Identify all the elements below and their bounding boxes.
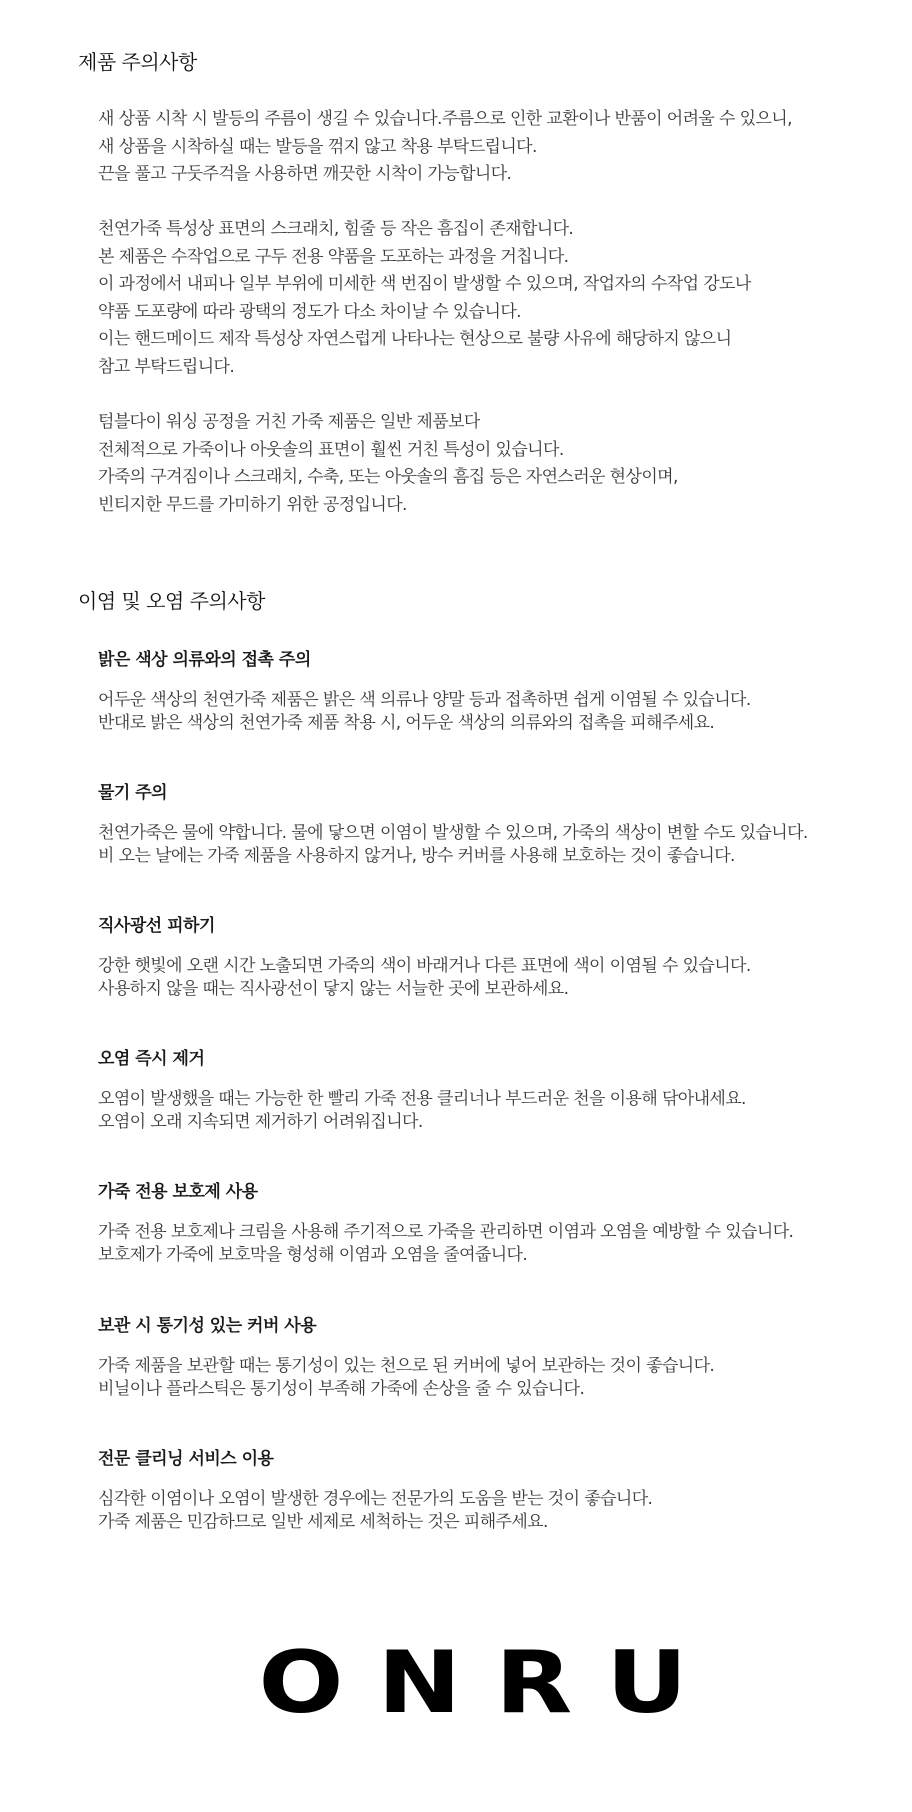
- stain-item-body: [98, 1488, 652, 1534]
- stain-item-line: 가죽 제품을 보관할 때는 통기성이 있는 천으로 된 커버에 넣어 보관하는 것이 좋습니다.: [98, 1356, 715, 1376]
- paragraph-line: 전체적으로 가죽이나 아웃솔의 표면이 훨씬 거친 특성이 있습니다.: [98, 439, 564, 460]
- stain-item-line: 비닐이나 플라스틱은 통기성이 부족해 가죽에 손상을 줄 수 있습니다.: [98, 1379, 585, 1399]
- stain-item-line: 오염이 발생했을 때는 가능한 한 빨리 가죽 전용 클리너나 부드러운 천을 이용해 닦아내세요.: [98, 1089, 746, 1109]
- product-notice-title: 제품 주의사항: [78, 50, 197, 74]
- product-notice-paragraph: [98, 106, 792, 189]
- paragraph-line: 본 제품은 수작업으로 구두 전용 약품을 도포하는 과정을 거칩니다.: [98, 246, 569, 267]
- paragraph-line: 가죽의 구겨짐이나 스크래치, 수축, 또는 아웃솔의 흠집 등은 자연스러운 현상이며,: [98, 467, 678, 487]
- stain-item-heading: 가죽 전용 보호제 사용: [98, 1182, 258, 1202]
- stain-item-heading: 밝은 색상 의류와의 접촉 주의: [98, 650, 311, 670]
- paragraph-line: 끈을 풀고 구둣주걱을 사용하면 깨끗한 시착이 가능합니다.: [98, 164, 512, 184]
- stain-item-body: [98, 1221, 793, 1267]
- product-notice-paragraph: [98, 216, 751, 381]
- stain-item-line: 보호제가 가죽에 보호막을 형성해 이염과 오염을 줄여줍니다.: [98, 1245, 528, 1265]
- stain-item-heading: 오염 즉시 제거: [98, 1049, 205, 1069]
- brand-logo: ONRU: [258, 1632, 722, 1733]
- paragraph-line: 참고 부탁드립니다.: [98, 356, 235, 377]
- stain-item-line: 천연가죽은 물에 약합니다. 물에 닿으면 이염이 발생할 수 있으며, 가죽의 색상이 변할 수도 있습니다.: [98, 823, 808, 843]
- stain-item-line: 비 오는 날에는 가죽 제품을 사용하지 않거나, 방수 커버를 사용해 보호하는 것이 좋습니다.: [98, 846, 735, 866]
- stain-item-heading: 보관 시 통기성 있는 커버 사용: [98, 1316, 317, 1336]
- stain-item-line: 반대로 밝은 색상의 천연가죽 제품 착용 시, 어두운 색상의 의류와의 접촉을 피해주세요.: [98, 713, 715, 733]
- paragraph-line: 텀블다이 워싱 공정을 거친 가죽 제품은 일반 제품보다: [98, 412, 480, 432]
- stain-item-line: 사용하지 않을 때는 직사광선이 닿지 않는 서늘한 곳에 보관하세요.: [98, 979, 569, 999]
- stain-item-body: [98, 1088, 746, 1134]
- stain-item-line: 오염이 오래 지속되면 제거하기 어려워집니다.: [98, 1112, 423, 1132]
- paragraph-line: 약품 도포량에 따라 광택의 정도가 다소 차이날 수 있습니다.: [98, 301, 521, 322]
- stain-item-body: [98, 1355, 714, 1401]
- stain-item-body: [98, 822, 808, 868]
- stain-item-body: [98, 955, 751, 1001]
- paragraph-line: 새 상품 시착 시 발등의 주름이 생길 수 있습니다.주름으로 인한 교환이나 반품이 어려울 수 있으니,: [98, 109, 792, 129]
- stain-item-line: 심각한 이염이나 오염이 발생한 경우에는 전문가의 도움을 받는 것이 좋습니다.: [98, 1489, 653, 1509]
- stain-item-line: 어두운 색상의 천연가죽 제품은 밝은 색 의류나 양말 등과 접촉하면 쉽게 이염될 수 있습니다.: [98, 690, 751, 710]
- stain-item-heading: 직사광선 피하기: [98, 916, 215, 936]
- paragraph-line: 이는 핸드메이드 제작 특성상 자연스럽게 나타나는 현상으로 불량 사유에 해당하지 않으니: [98, 329, 732, 349]
- product-notice-paragraph: [98, 409, 678, 519]
- stain-item-body: [98, 689, 751, 735]
- paragraph-line: 빈티지한 무드를 가미하기 위한 공정입니다.: [98, 494, 407, 515]
- stain-item-line: 강한 햇빛에 오랜 시간 노출되면 가죽의 색이 바래거나 다른 표면에 색이 이염될 수 있습니다.: [98, 956, 751, 976]
- stain-notice-title: 이염 및 오염 주의사항: [78, 589, 265, 613]
- paragraph-line: 새 상품을 시착하실 때는 발등을 꺾지 않고 착용 부탁드립니다.: [98, 136, 537, 157]
- paragraph-line: 천연가죽 특성상 표면의 스크래치, 힘줄 등 작은 흠집이 존재합니다.: [98, 219, 574, 239]
- stain-item-line: 가죽 제품은 민감하므로 일반 세제로 세척하는 것은 피해주세요.: [98, 1512, 548, 1532]
- stain-item-line: 가죽 전용 보호제나 크림을 사용해 주기적으로 가죽을 관리하면 이염과 오염을 예방할 수 있습니다.: [98, 1222, 794, 1242]
- stain-item-heading: 전문 클리닝 서비스 이용: [98, 1449, 274, 1469]
- stain-item-heading: 물기 주의: [98, 783, 168, 803]
- paragraph-line: 이 과정에서 내피나 일부 부위에 미세한 색 번짐이 발생할 수 있으며, 작업자의 수작업 강도나: [98, 274, 751, 294]
